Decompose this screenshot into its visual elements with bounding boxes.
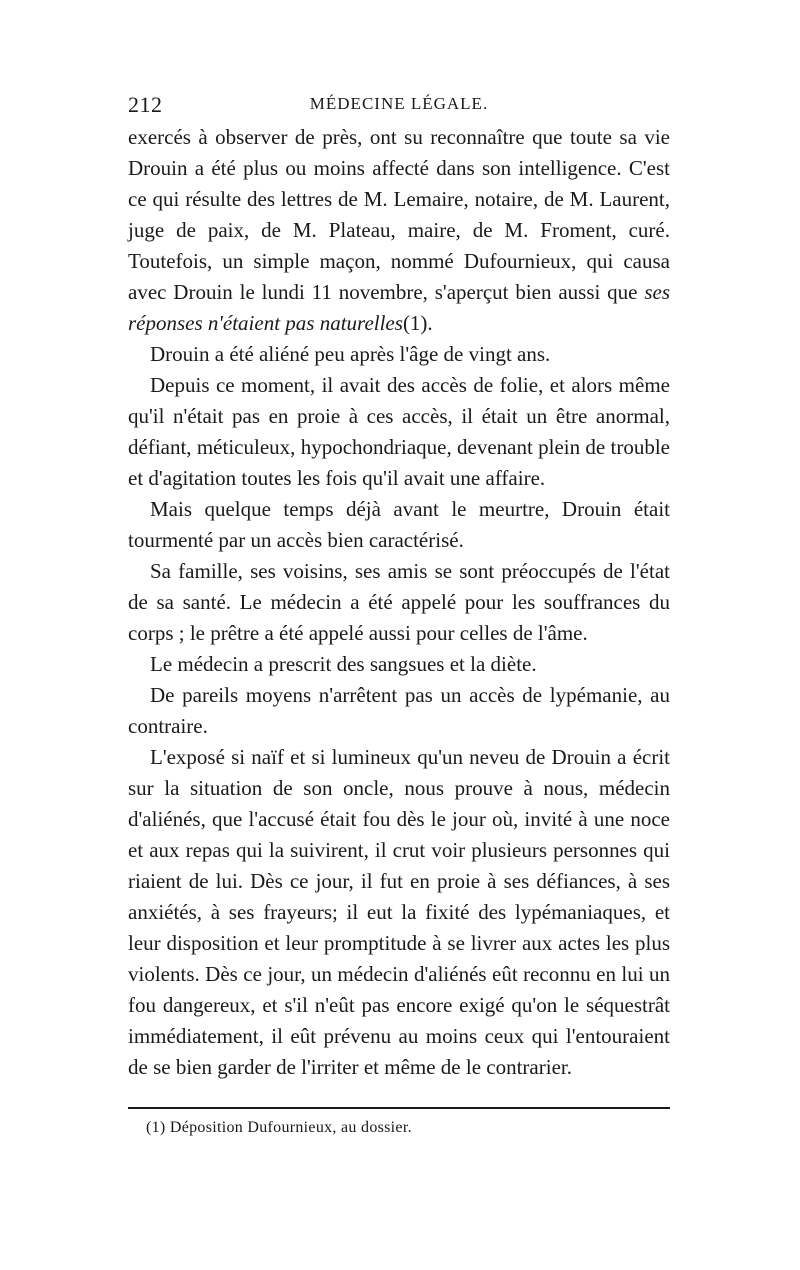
body-text	[128, 122, 670, 1083]
running-head	[128, 92, 670, 122]
footnote-reference: (1).	[402, 311, 433, 335]
page-number: 212	[128, 92, 163, 117]
footnote-rule	[128, 1107, 670, 1109]
paragraph-8: L'exposé si naïf et si lumineux qu'un neveu de Drouin a écrit sur la situation de son oncle, nous prouve à nous, médecin d'aliénés, que l'accusé était fou dès le jour où, invité à une noce et aux repas qui la suivirent, il crut voir plusieurs personnes qui riaient de lui. Dès ce jour, il fut en proie à ses défiances, à ses anxiétés, à ses frayeurs; il eut la fixité des lypémaniaques, et leur disposition et leur promptitude à se livrer aux actes les plus violents. Dès ce jour, un médecin d'aliénés eût reconnu en lui un fou dangereux, et s'il n'eût pas encore exigé qu'on le séquestrât immédiatement, il eût prévenu au moins ceux qui l'entouraient de se bien garder de l'irriter et même de le contrarier.	[128, 745, 670, 1079]
running-title: MÉDECINE LÉGALE.	[309, 94, 489, 113]
italic-quote: ses réponses n'étaient pas naturelles	[128, 280, 670, 335]
paragraph-5: Sa famille, ses voisins, ses amis se sont préoccupés de l'état de sa santé. Le médecin a été appelé pour les souffrances du corps ; le prêtre a été appelé aussi pour celles de l'âme.	[128, 559, 670, 645]
paragraph-2: Drouin a été aliéné peu après l'âge de vingt ans.	[150, 342, 551, 366]
paragraph-4: Mais quelque temps déjà avant le meurtre, Drouin était tourmenté par un accès bien caractérisé.	[128, 497, 670, 552]
paragraph-7: De pareils moyens n'arrêtent pas un accès de lypémanie, au contraire.	[128, 683, 670, 738]
paragraph-1	[128, 122, 670, 339]
paragraph-6: Le médecin a prescrit des sangsues et la diète.	[150, 652, 537, 676]
footnote: (1) Déposition Dufournieux, au dossier.	[146, 1119, 412, 1136]
paragraph-3: Depuis ce moment, il avait des accès de folie, et alors même qu'il n'était pas en proie à ces accès, il était un être anormal, défiant, méticuleux, hypochondriaque, devenant plein de trouble et d'agitation toutes les fois qu'il avait une affaire.	[128, 373, 670, 490]
paragraph-1-text: exercés à observer de près, ont su reconnaître que toute sa vie Drouin a été plus ou moins affecté dans son intelligence. C'est ce qui résulte des lettres de M. Lemaire, notaire, de M. Laurent, juge de paix, de M. Plateau, maire, de M. Froment, curé. Toutefois, un simple maçon, nommé Dufournieux, qui causa avec Drouin le lundi 11 novembre, s'aperçut bien aussi que	[128, 125, 670, 304]
book-page	[128, 92, 670, 1137]
